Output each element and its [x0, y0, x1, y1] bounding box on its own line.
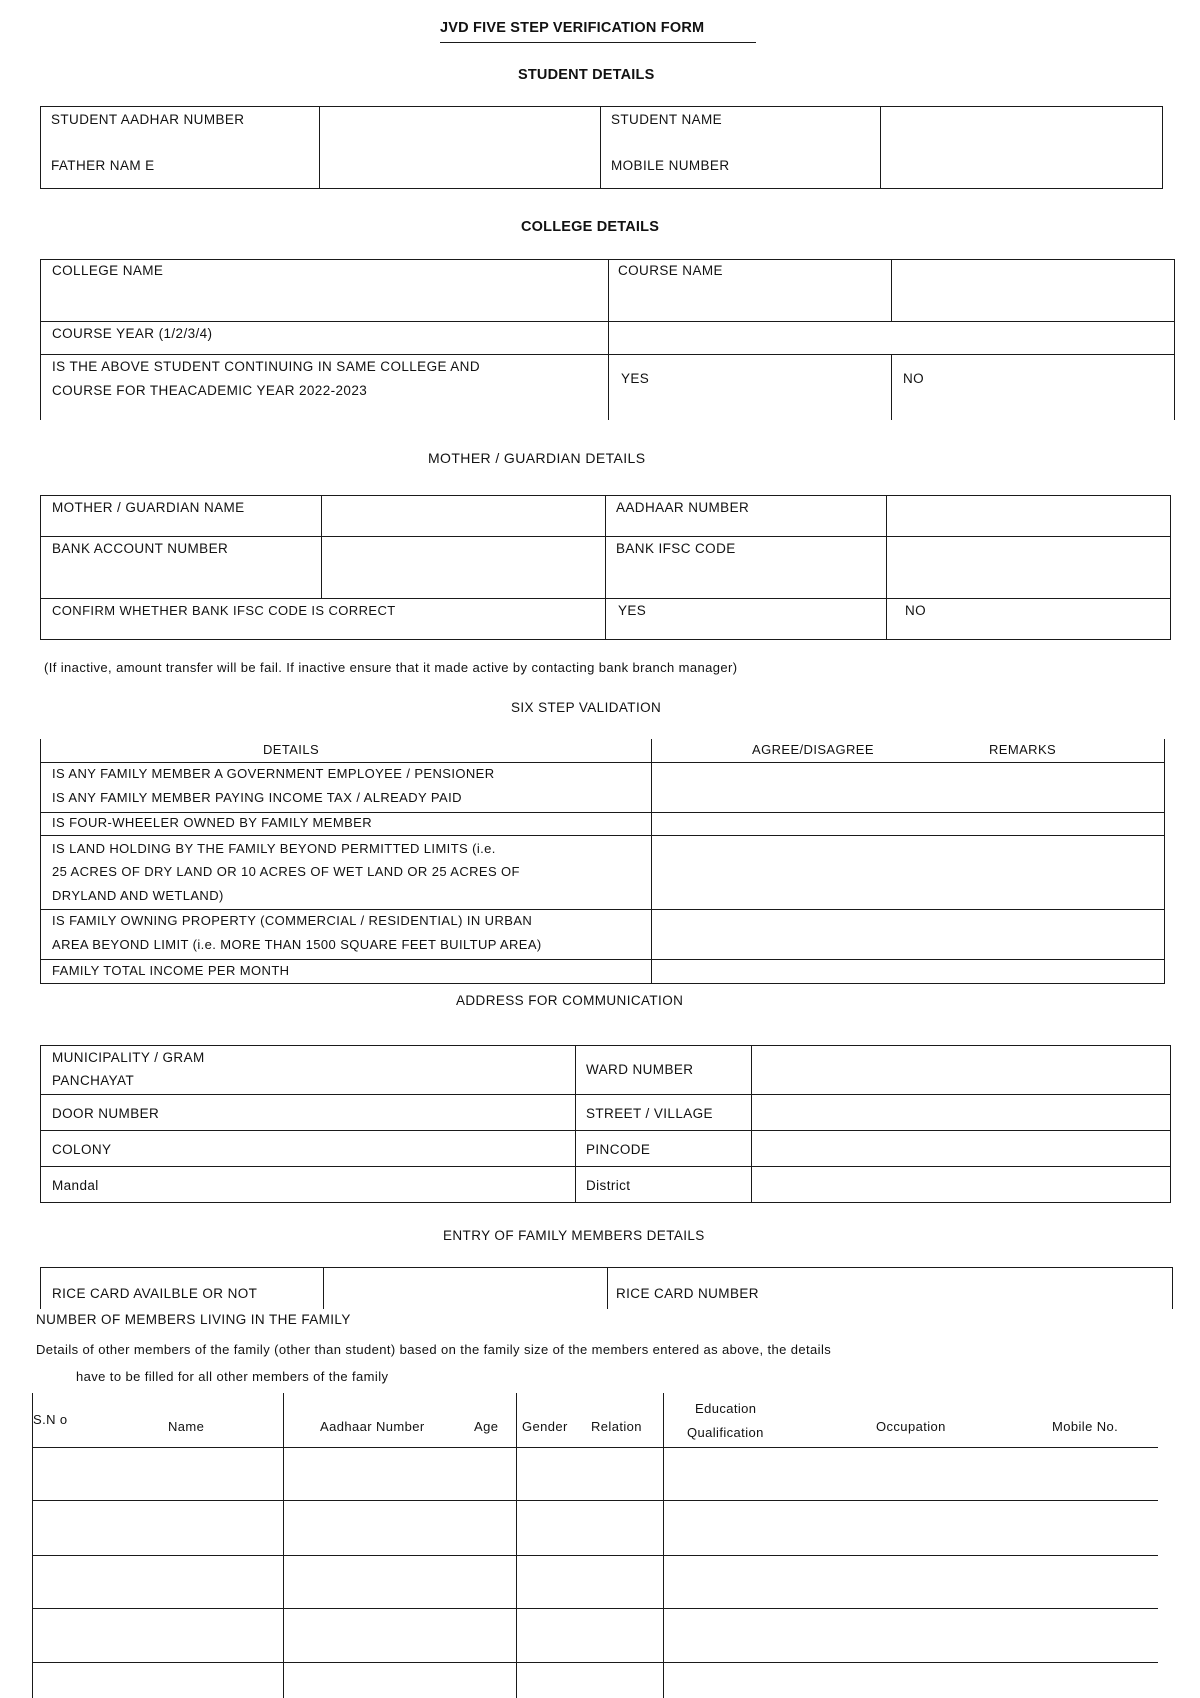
- validation-response-field[interactable]: [653, 837, 1163, 908]
- continuing-label-line2: COURSE FOR THEACADEMIC YEAR 2022-2023: [52, 383, 368, 398]
- continuing-yes-option[interactable]: YES: [621, 371, 650, 386]
- col-header-gender: Gender: [522, 1419, 568, 1434]
- validation-row-text: 25 ACRES OF DRY LAND OR 10 ACRES OF WET LAND OR 25 ACRES OF: [52, 864, 520, 879]
- continuing-label-line1: IS THE ABOVE STUDENT CONTINUING IN SAME COLLEGE AND: [52, 359, 480, 374]
- col-header-aadhaar: Aadhaar Number: [320, 1419, 425, 1434]
- street-village-label: STREET / VILLAGE: [586, 1106, 713, 1121]
- course-name-label: COURSE NAME: [618, 263, 723, 278]
- student-aadhar-field[interactable]: [321, 108, 598, 146]
- col-header-occupation: Occupation: [876, 1419, 946, 1434]
- pincode-field[interactable]: [753, 1132, 1169, 1165]
- pincode-label: PINCODE: [586, 1142, 651, 1157]
- continuing-no-option[interactable]: NO: [903, 371, 925, 386]
- course-year-field[interactable]: [610, 323, 1172, 353]
- col-header-education-line1: Education: [695, 1401, 757, 1416]
- rice-card-available-label: RICE CARD AVAILBLE OR NOT: [52, 1286, 258, 1301]
- bank-account-label: BANK ACCOUNT NUMBER: [52, 541, 229, 556]
- student-name-field[interactable]: [882, 108, 1161, 146]
- confirm-ifsc-yes-option[interactable]: YES: [618, 603, 647, 618]
- col-header-mobile: Mobile No.: [1052, 1419, 1119, 1434]
- confirm-ifsc-label: CONFIRM WHETHER BANK IFSC CODE IS CORRECT: [52, 603, 396, 618]
- district-field[interactable]: [753, 1168, 1169, 1201]
- college-name-field[interactable]: [42, 282, 606, 320]
- family-instructions-line2: have to be filled for all other members of the family: [76, 1369, 389, 1384]
- family-member-row[interactable]: [34, 1502, 1158, 1554]
- family-member-row[interactable]: [34, 1610, 1158, 1661]
- validation-row-text: DRYLAND AND WETLAND): [52, 888, 224, 903]
- col-header-name: Name: [168, 1419, 205, 1434]
- members-count-label: NUMBER OF MEMBERS LIVING IN THE FAMILY: [36, 1312, 351, 1327]
- validation-row-text: IS FOUR-WHEELER OWNED BY FAMILY MEMBER: [52, 815, 373, 830]
- mandal-label: Mandal: [52, 1178, 99, 1193]
- bank-account-field[interactable]: [323, 538, 603, 597]
- mobile-number-label: MOBILE NUMBER: [611, 158, 730, 173]
- father-name-label: FATHER NAM E: [51, 158, 155, 173]
- rice-card-number-label: RICE CARD NUMBER: [616, 1286, 759, 1301]
- col-header-age: Age: [474, 1419, 499, 1434]
- district-label: District: [586, 1178, 631, 1193]
- municipality-label-line2: PANCHAYAT: [52, 1073, 135, 1088]
- address-heading: ADDRESS FOR COMMUNICATION: [456, 993, 684, 1008]
- mobile-number-field[interactable]: [882, 148, 1161, 187]
- validation-row-text: IS ANY FAMILY MEMBER PAYING INCOME TAX / ALREADY PAID: [52, 790, 462, 805]
- door-number-label: DOOR NUMBER: [52, 1106, 160, 1121]
- mother-aadhaar-field[interactable]: [888, 497, 1169, 535]
- college-details-heading: COLLEGE DETAILS: [521, 219, 660, 235]
- mother-name-field[interactable]: [323, 497, 603, 535]
- validation-response-field[interactable]: [653, 814, 1163, 834]
- col-header-sno: S.N o: [33, 1412, 68, 1427]
- form-title: JVD FIVE STEP VERIFICATION FORM: [440, 20, 705, 36]
- validation-row-text: IS LAND HOLDING BY THE FAMILY BEYOND PERMITTED LIMITS (i.e.: [52, 841, 496, 856]
- family-member-row[interactable]: [34, 1557, 1158, 1607]
- col-header-education-line2: Qualification: [687, 1425, 764, 1440]
- family-member-row[interactable]: [34, 1449, 1158, 1499]
- street-village-field[interactable]: [753, 1096, 1169, 1129]
- mother-name-label: MOTHER / GUARDIAN NAME: [52, 500, 245, 515]
- validation-response-field[interactable]: [653, 911, 1163, 958]
- validation-row-text: IS FAMILY OWNING PROPERTY (COMMERCIAL / RESIDENTIAL) IN URBAN: [52, 913, 533, 928]
- college-name-label: COLLEGE NAME: [52, 263, 164, 278]
- course-year-label: COURSE YEAR (1/2/3/4): [52, 326, 213, 341]
- family-instructions-line1: Details of other members of the family (other than student) based on the family size of the members entered as above, the details: [36, 1342, 832, 1357]
- validation-col-details: DETAILS: [263, 742, 320, 757]
- ward-number-field[interactable]: [753, 1047, 1169, 1093]
- bank-ifsc-label: BANK IFSC CODE: [616, 541, 736, 556]
- student-name-label: STUDENT NAME: [611, 112, 723, 127]
- bank-ifsc-field[interactable]: [888, 538, 1169, 597]
- title-underline: [440, 42, 756, 43]
- validation-response-field[interactable]: [653, 961, 1163, 982]
- colony-label: COLONY: [52, 1142, 112, 1157]
- validation-row-text: IS ANY FAMILY MEMBER A GOVERNMENT EMPLOYEE / PENSIONER: [52, 766, 495, 781]
- father-name-field[interactable]: [321, 148, 598, 187]
- validation-response-field[interactable]: [653, 764, 1163, 811]
- validation-col-remarks: REMARKS: [989, 742, 1057, 757]
- student-details-heading: STUDENT DETAILS: [518, 67, 655, 83]
- col-header-relation: Relation: [591, 1419, 642, 1434]
- family-heading: ENTRY OF FAMILY MEMBERS DETAILS: [443, 1228, 705, 1243]
- municipality-label-line1: MUNICIPALITY / GRAM: [52, 1050, 205, 1065]
- validation-row-text: FAMILY TOTAL INCOME PER MONTH: [52, 963, 290, 978]
- course-name-field[interactable]: [893, 261, 1172, 320]
- inactive-note: (If inactive, amount transfer will be fail. If inactive ensure that it made active by contacting bank branch manager): [44, 660, 738, 675]
- student-aadhar-label: STUDENT AADHAR NUMBER: [51, 112, 245, 127]
- mother-aadhaar-label: AADHAAR NUMBER: [616, 500, 750, 515]
- ward-number-label: WARD NUMBER: [586, 1062, 694, 1077]
- rice-card-number-field[interactable]: [815, 1269, 1170, 1307]
- rice-card-available-field[interactable]: [325, 1269, 605, 1307]
- validation-row-text: AREA BEYOND LIMIT (i.e. MORE THAN 1500 SQUARE FEET BUILTUP AREA): [52, 937, 542, 952]
- validation-heading: SIX STEP VALIDATION: [511, 700, 662, 715]
- family-member-row[interactable]: [34, 1664, 1158, 1698]
- mother-details-heading: MOTHER / GUARDIAN DETAILS: [428, 450, 646, 466]
- validation-col-agree: AGREE/DISAGREE: [752, 742, 874, 757]
- confirm-ifsc-no-option[interactable]: NO: [905, 603, 927, 618]
